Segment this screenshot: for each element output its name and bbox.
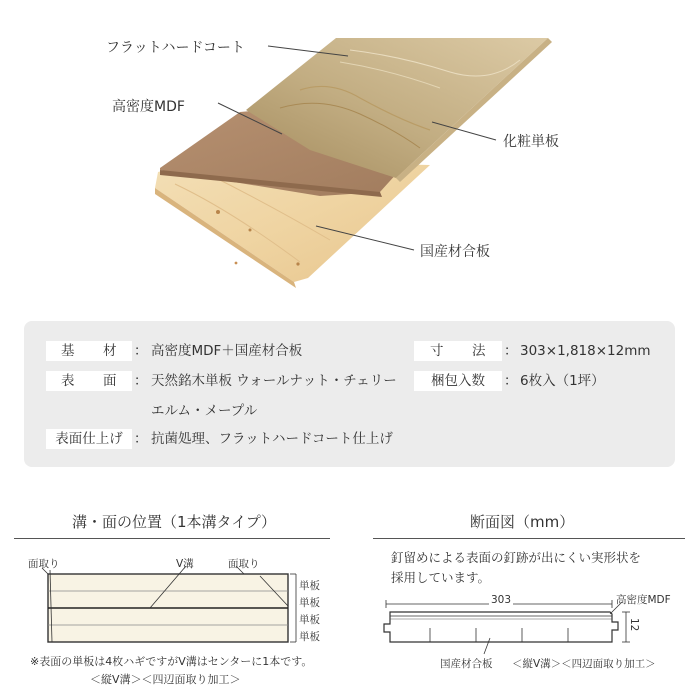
- veneer-strip-label-4: 単板: [299, 631, 320, 643]
- spec-colon: ：: [504, 373, 518, 389]
- groove-title: 溝・面の位置（1本溝タイプ）: [72, 513, 276, 531]
- groove-diagram: [40, 566, 300, 650]
- section-desc-1: 釘留めによる表面の釘跡が出にくい実形状を: [391, 550, 642, 565]
- veneer-label: 化粧単板: [503, 134, 559, 150]
- spec-size-key: 寸 法: [414, 341, 502, 361]
- flat-hard-coat-label: フラットハードコート: [106, 40, 245, 56]
- spec-colon: ：: [504, 343, 518, 359]
- veneer-strip-label-3: 単板: [299, 614, 320, 626]
- spec-colon: ：: [134, 343, 148, 359]
- v-groove-label: V溝: [176, 558, 194, 570]
- section-width-label: 303: [491, 594, 512, 606]
- spec-colon: ：: [134, 373, 148, 389]
- spec-base-key: 基 材: [46, 341, 132, 361]
- hd-mdf-label: 高密度MDF: [112, 99, 185, 115]
- spec-finish-key: 表面仕上げ: [46, 429, 132, 449]
- spec-pack-value: 6枚入（1坪）: [520, 373, 605, 389]
- chamfer-right-label: 面取り: [228, 558, 260, 570]
- flooring-layer-illustration: [0, 0, 700, 300]
- groove-note: ※表面の単板は4枚ハギですがV溝はセンターに1本です。: [30, 655, 313, 668]
- spec-pack-key: 梱包入数: [414, 371, 502, 391]
- spec-surface-value-2: エルム・メープル: [151, 403, 258, 419]
- section-caption: ＜縦V溝＞＜四辺面取り加工＞: [512, 658, 656, 670]
- section-title-rule: [373, 538, 685, 539]
- spec-surface-value-1: 天然銘木単板 ウォールナット・チェリー: [151, 373, 397, 389]
- section-desc-2: 採用しています。: [391, 570, 491, 585]
- spec-size-value: 303×1,818×12mm: [520, 343, 651, 359]
- section-plywood-label: 国産材合板: [440, 658, 493, 670]
- veneer-strip-label-1: 単板: [299, 580, 320, 592]
- section-thickness-label: 12: [628, 618, 640, 632]
- groove-caption: ＜縦V溝＞＜四辺面取り加工＞: [90, 673, 241, 686]
- spec-base-value: 高密度MDF＋国産材合板: [151, 343, 303, 359]
- veneer-strip-label-2: 単板: [299, 597, 320, 609]
- spec-panel: [24, 321, 675, 467]
- spec-surface-key: 表 面: [46, 371, 132, 391]
- section-title: 断面図（mm）: [470, 513, 575, 531]
- domestic-plywood-label: 国産材合板: [420, 244, 490, 260]
- groove-title-rule: [14, 538, 330, 539]
- section-hd-mdf-label: 高密度MDF: [616, 594, 671, 606]
- spec-finish-value: 抗菌処理、フラットハードコート仕上げ: [151, 431, 393, 447]
- spec-colon: ：: [134, 431, 148, 447]
- chamfer-left-label: 面取り: [28, 558, 60, 570]
